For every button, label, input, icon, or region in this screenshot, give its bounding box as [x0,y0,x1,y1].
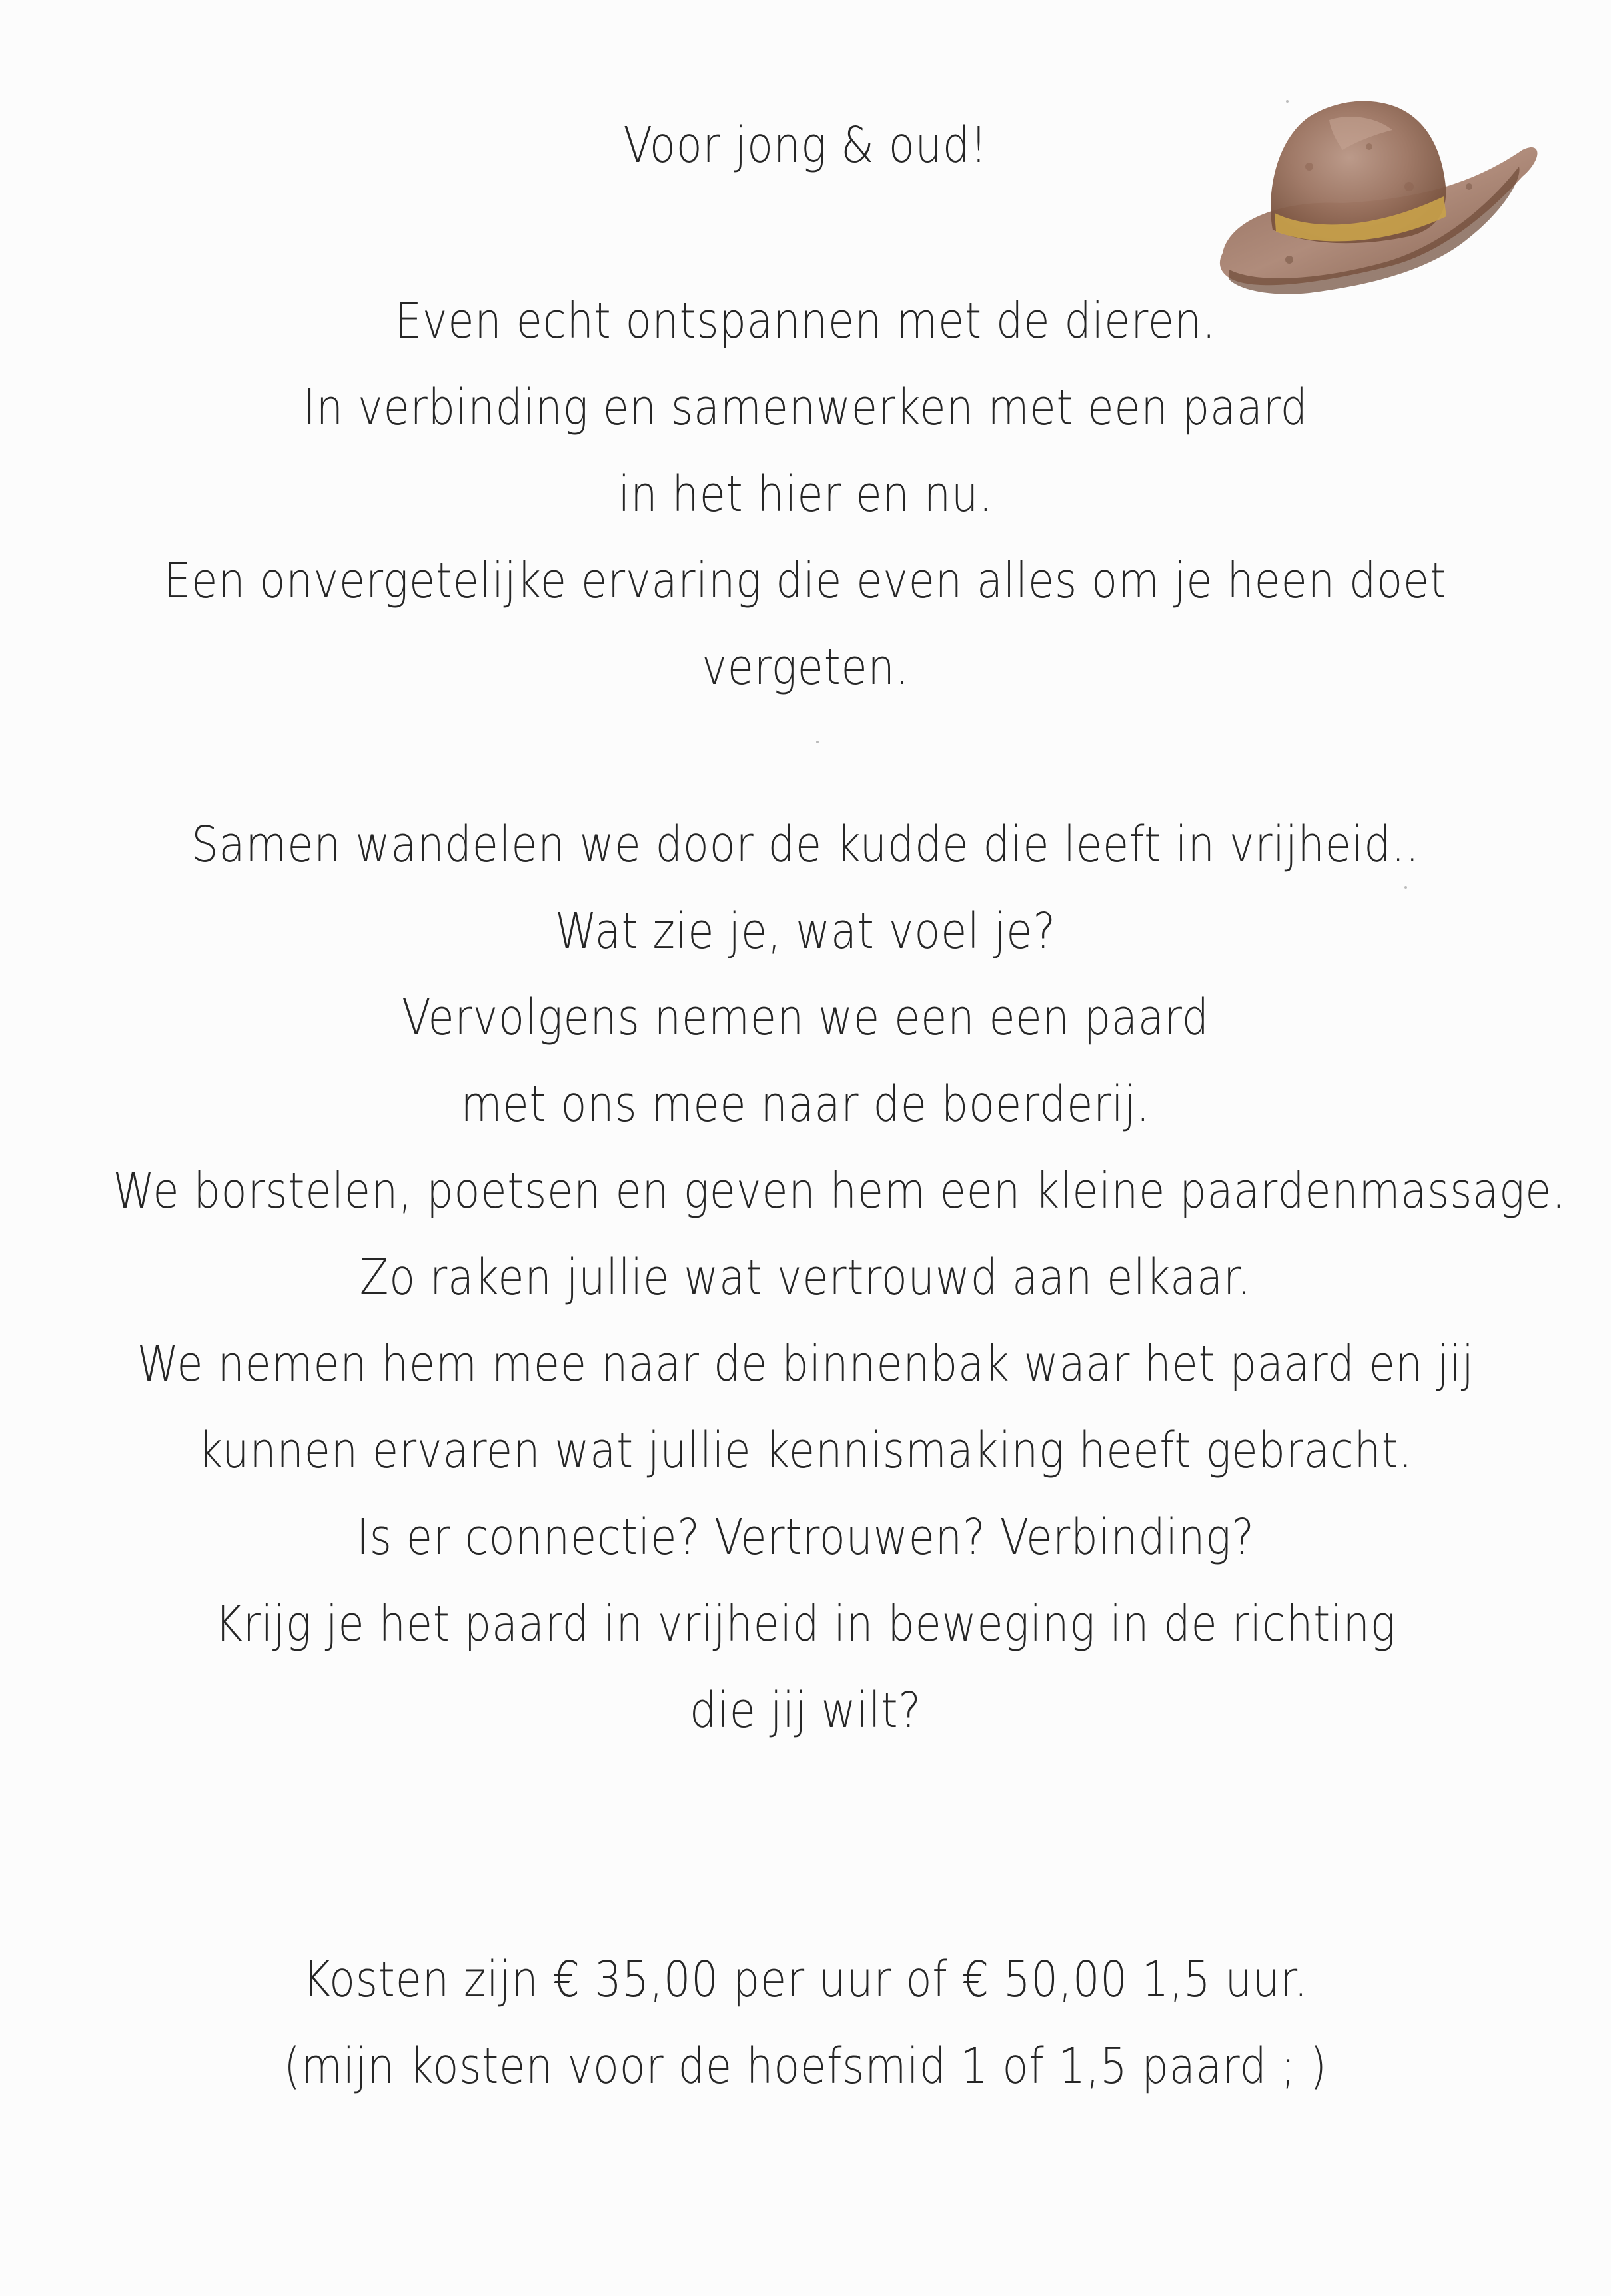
intro-line: Een onvergetelijke ervaring die even alles om je heen doet [164,552,1447,609]
activity-line: die jij wilt? [689,1682,922,1739]
activity-line: Samen wandelen we door de kudde die leeft in vrijheid.. [191,816,1420,873]
activity-line: met ons mee naar de boerderij. [460,1076,1151,1133]
paper-speck [1404,886,1407,889]
paper-speck [816,741,819,743]
pricing-line: Kosten zijn € 35,00 per uur of € 50,00 1,5 uur. [302,1951,1309,2008]
activity-line: Zo raken jullie wat vertrouwd aan elkaar. [359,1249,1252,1306]
activity-line: Vervolgens nemen we een een paard [402,989,1209,1046]
activity-line: Wat zie je, wat voel je? [555,903,1056,960]
intro-line: in het hier en nu. [618,466,993,523]
activity-line: We nemen hem mee naar de binnenbak waar het paard en jij [137,1336,1474,1393]
paper-speck [1286,100,1289,103]
intro-line: vergeten. [702,639,909,696]
activity-line: Is er connectie? Vertrouwen? Verbinding? [356,1509,1255,1566]
activity-line: We borstelen, poetsen en geven hem een kleine paardenmassage. [113,1162,1566,1220]
activity-line: Krijg je het paard in vrijheid in beweging in de richting [215,1595,1396,1653]
heading: Voor jong & oud! [623,117,988,174]
intro-line: In verbinding en samenwerken met een paard [303,379,1308,436]
activity-line: kunnen ervaren wat jullie kennismaking heeft gebracht. [198,1422,1413,1479]
pricing-line: (mijn kosten voor de hoefsmid 1 of 1,5 paard ; ) [284,2038,1327,2095]
intro-line: Even echt ontspannen met de dieren. [394,292,1217,350]
